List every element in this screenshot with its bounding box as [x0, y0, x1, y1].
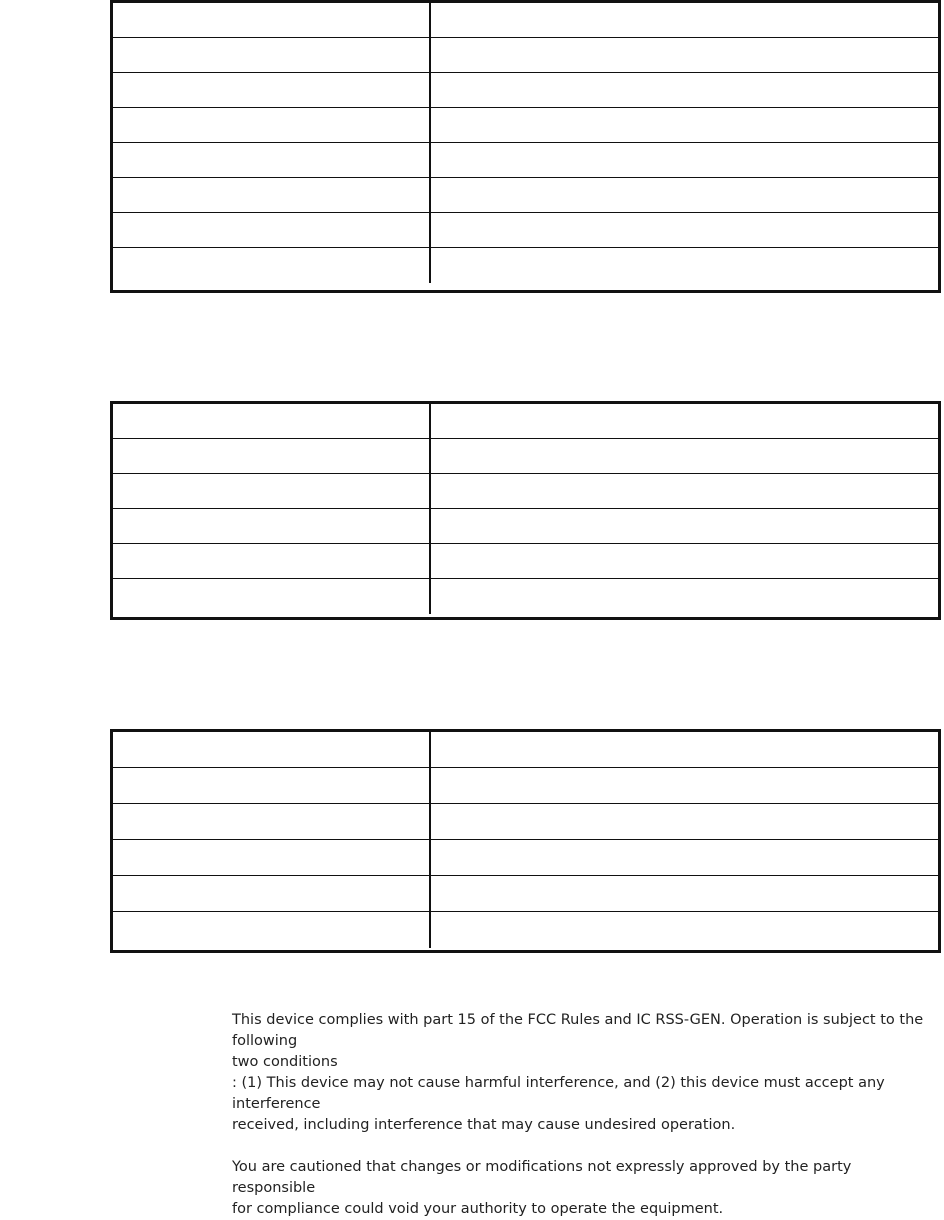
value-cell	[431, 108, 938, 142]
value-cell	[431, 178, 938, 212]
table-row	[113, 474, 938, 509]
label-cell	[113, 804, 431, 839]
table-row	[113, 73, 938, 108]
caution-line-2: for compliance could void your authority to operate the equipment.	[232, 1201, 724, 1217]
table-row	[113, 439, 938, 474]
label-cell	[113, 732, 431, 767]
value-cell	[431, 213, 938, 247]
table-row	[113, 768, 938, 804]
fcc-compliance-notice	[232, 1010, 938, 1220]
label-cell	[113, 439, 431, 473]
compliance-paragraph	[232, 1010, 938, 1136]
label-cell	[113, 876, 431, 911]
compliance-line-4: received, including interference that may cause undesired operation.	[232, 1117, 736, 1133]
table-row	[113, 38, 938, 73]
caution-line-1: You are cautioned that changes or modifications not expressly approved by the party responsible	[232, 1159, 852, 1196]
compliance-line-3: : (1) This device may not cause harmful interference, and (2) this device must accept any interference	[232, 1075, 885, 1112]
table-row	[113, 143, 938, 178]
label-cell	[113, 38, 431, 72]
value-cell	[431, 544, 938, 578]
label-cell	[113, 108, 431, 142]
label-cell	[113, 544, 431, 578]
value-cell	[431, 474, 938, 508]
value-cell	[431, 404, 938, 438]
value-cell	[431, 732, 938, 767]
table-row	[113, 544, 938, 579]
value-cell	[431, 248, 938, 283]
value-cell	[431, 768, 938, 803]
value-cell	[431, 840, 938, 875]
label-cell	[113, 474, 431, 508]
value-cell	[431, 912, 938, 948]
label-cell	[113, 73, 431, 107]
table-row	[113, 108, 938, 143]
label-cell	[113, 3, 431, 37]
label-cell	[113, 509, 431, 543]
value-cell	[431, 579, 938, 614]
label-cell	[113, 840, 431, 875]
compliance-line-2: two conditions	[232, 1054, 338, 1070]
table-row	[113, 912, 938, 948]
label-cell	[113, 404, 431, 438]
table-row	[113, 732, 938, 768]
table-row	[113, 840, 938, 876]
table-row	[113, 248, 938, 283]
value-cell	[431, 143, 938, 177]
value-cell	[431, 3, 938, 37]
value-cell	[431, 439, 938, 473]
table-row	[113, 178, 938, 213]
table-row	[113, 509, 938, 544]
label-cell	[113, 579, 431, 614]
table-row	[113, 404, 938, 439]
spec-table-3	[110, 729, 941, 953]
table-row	[113, 213, 938, 248]
table-row	[113, 3, 938, 38]
value-cell	[431, 38, 938, 72]
label-cell	[113, 768, 431, 803]
table-row	[113, 804, 938, 840]
value-cell	[431, 509, 938, 543]
spec-table-2	[110, 401, 941, 620]
caution-paragraph	[232, 1157, 938, 1220]
value-cell	[431, 876, 938, 911]
value-cell	[431, 804, 938, 839]
table-row	[113, 579, 938, 614]
label-cell	[113, 213, 431, 247]
spec-table-1	[110, 0, 941, 293]
label-cell	[113, 178, 431, 212]
table-row	[113, 876, 938, 912]
label-cell	[113, 248, 431, 283]
compliance-line-1: This device complies with part 15 of the FCC Rules and IC RSS-GEN. Operation is subject to the following	[232, 1012, 924, 1049]
label-cell	[113, 143, 431, 177]
value-cell	[431, 73, 938, 107]
label-cell	[113, 912, 431, 948]
